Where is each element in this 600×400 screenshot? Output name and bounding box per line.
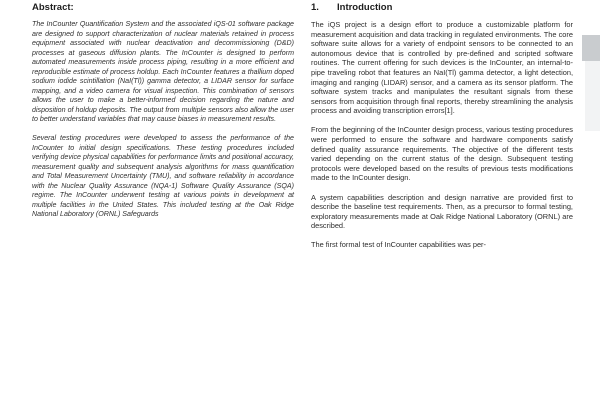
introduction-paragraph: From the beginning of the InCounter design process, various testing procedures were performed to ensure the software and hardware components satisfy defined quality assurance requirements. The objective of the different tests varied depending on the current status of the design. Subsequent testing protocols were developed based on the results of previous tests modifications made to the InCounter design. [311, 125, 573, 183]
section-number: 1. [311, 2, 319, 13]
introduction-paragraph: A system capabilities description and design narrative are provided first to describe the baseline test requirements. Then, as a precursor to formal testing, exploratory measurements made at Oak Ridge National Laboratory (ORNL) are described. [311, 192, 573, 231]
introduction-paragraph: The first formal test of InCounter capabilities was per- [311, 240, 486, 250]
section-title: Introduction [337, 2, 393, 13]
abstract-paragraph: The InCounter Quantification System and the associated iQS-01 software package are designed to support characterization of nuclear materials retained in process equipment associated with nuclear deactivation and decommissioning (D&D) processes at gaseous diffusion plants. The InCounter is designed to perform automated measurements inside process piping, resulting in a more efficient and reproducible estimate of process holdup. Each InCounter features a thallium doped sodium iodide scintillation (NaI(Tl)) gamma detector, a LIDAR sensor for surface mapping, and a video camera for visual inspection. This combination of sensors allows the user to make a better-informed decision regarding the nature and disposition of holdup deposits. The output from multiple sensors also allow the user to better understand variables that may cause biases in measurement results. [32, 20, 294, 124]
introduction-paragraph: The iQS project is a design effort to produce a customizable platform for measurement acquisition and data tracking in regulated environments. The core software suite allows for a variety of endpoint sensors to be connected to an autonomous device that is controlled by pre-defined and scripted software routines. The current offering for such devices is the InCounter, an internal-to-pipe traveling robot that features an NaI(Tl) gamma detector, a light detection, imaging and ranging (LIDAR) sensor, and a camera as its sensor platform. The software system tracks and manipulates the resultant signals from these sensors from acquisition through final reports, thereby streamlining the analysis process and avoiding transcription errors[1]. [311, 20, 573, 116]
page-edge-band [585, 61, 600, 131]
page-edge-tab [582, 35, 600, 61]
abstract-column [32, 2, 294, 229]
introduction-column [311, 2, 573, 259]
abstract-heading: Abstract: [32, 2, 74, 13]
abstract-paragraph: Several testing procedures were developed to assess the performance of the InCounter to initial design specifications. These testing procedures included verifying device physical capabilities for performance limits and positional accuracy, measurement quality and subsequent analysis algorithms for mass quantification and Total Measurement Uncertainty (TMU), and software reliability in accordance with the Nuclear Quality Assurance (NQA-1) Software Quality Assurance (SQA) regime. The InCounter underwent testing at various points in development at multiple facilities in the United States. This included testing at the Oak Ridge National Laboratory (ORNL) Safeguards [32, 134, 294, 219]
introduction-heading [311, 2, 573, 13]
